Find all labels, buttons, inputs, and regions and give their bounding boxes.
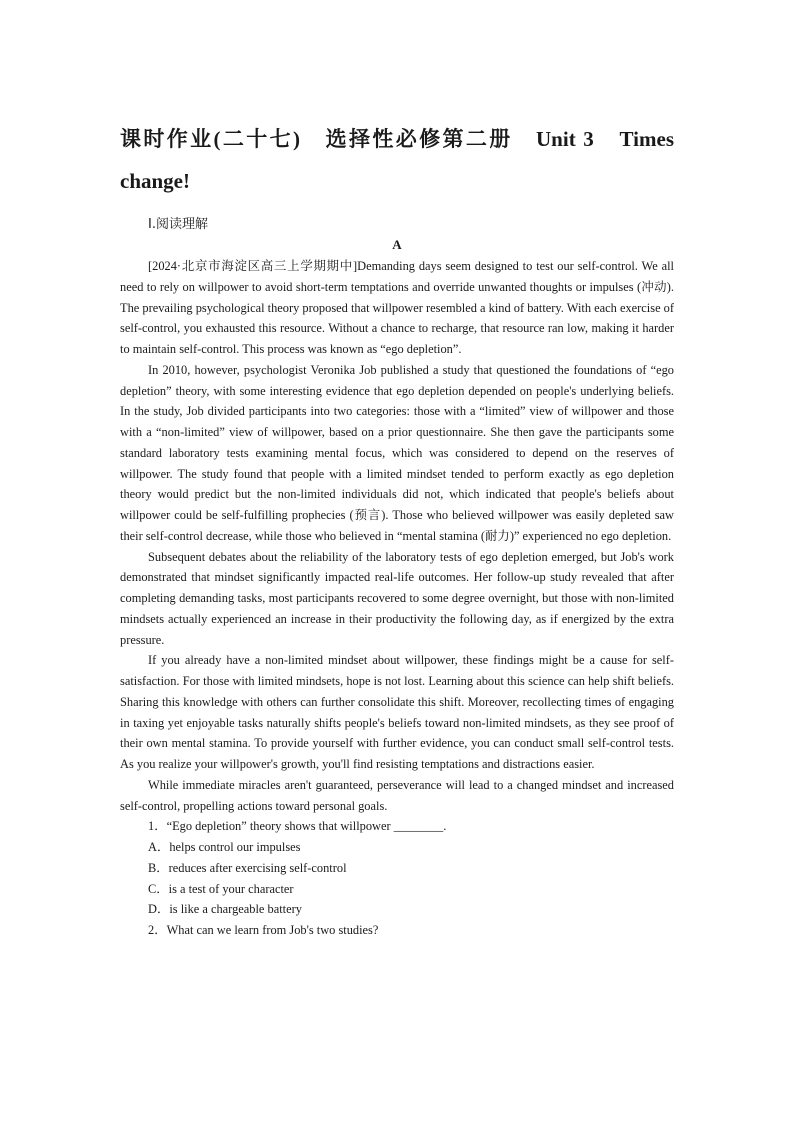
answer-option[interactable]: D．is like a chargeable battery xyxy=(148,902,302,917)
answer-option[interactable]: B．reduces after exercising self-control xyxy=(148,860,347,875)
question-stem: 1．“Ego depletion” theory shows that willpower ________. xyxy=(148,819,447,834)
answer-option[interactable]: A．helps control our impulses xyxy=(148,840,301,854)
paragraph: If you already have a non-limited mindset about willpower, these findings might be a cause for self-satisfaction. For those with limited mindsets, hope is not lost. Learning about this science can help shift beliefs. Sharing this knowledge with others can further consolidate this shift. Moreover, recollecting times of engaging in taxing yet enjoyable tasks naturally shifts people's beliefs toward non-limited mindsets, as they see proof of their own mental stamina. To provide yourself with further evidence, you can conduct small self-control tests. As you realize your willpower's growth, you'll find resisting temptations and distractions easier. xyxy=(120,653,674,771)
paragraph: Subsequent debates about the reliability of the laboratory tests of ego depletion emerged, but Job's work demonstrated that mindset significantly impacted real-life outcomes. Her follow-up study revealed that after completing demanding tasks, most participants recovered to some degree overnight, but those with non-limited mindsets actually experienced an increase in their productivity the following day, as if energized by the extra pressure. xyxy=(120,549,674,647)
page-title: 课时作业(二十七) 选择性必修第二册 Unit 3 Times change! xyxy=(120,127,674,193)
question-stem: 2．What can we learn from Job's two studies? xyxy=(148,923,379,937)
section-heading: Ⅰ.阅读理解 xyxy=(148,217,208,232)
answer-option[interactable]: C．is a test of your character xyxy=(148,881,294,896)
paragraph: In 2010, however, psychologist Veronika Job published a study that questioned the foundations of “ego depletion” theory, with some interesting evidence that ego depletion depended on people's underlying beliefs. In the study, Job divided participants into two categories: those with a “limited” view of willpower and those with a “non-limited” view of willpower, based on a prior questionnaire. She then gave the participants some standard laboratory tests examining mental focus, which was considered to depend on the reserves of willpower. The study found that people with a limited mindset tended to perform exactly as ego depletion theory would predict but the non-limited individuals did not, which indicated that people's beliefs about willpower could be self-fulfilling prophecies (预言). Those who believed willpower was easily depleted saw their self-control decrease, while those who believed in “mental stamina (耐力)” experienced no ego depletion. xyxy=(120,362,674,543)
paragraph: While immediate miracles aren't guaranteed, perseverance will lead to a changed mindset and increased self-control, propelling actions toward personal goals. xyxy=(120,777,674,813)
passage-label: A xyxy=(392,237,402,252)
paragraph: [2024·北京市海淀区高三上学期期中]Demanding days seem designed to test our self-control. We all need to rely on willpower to avoid short-term temptations and override unwanted thoughts or impulses (冲动). The prevailing psychological theory proposed that willpower resembled a kind of battery. With each exercise of self-control, you exhausted this resource. Without a chance to recharge, that resource ran low, making it harder to maintain self-control. This process was known as “ego depletion”. xyxy=(120,259,674,356)
passage-body xyxy=(120,256,674,941)
